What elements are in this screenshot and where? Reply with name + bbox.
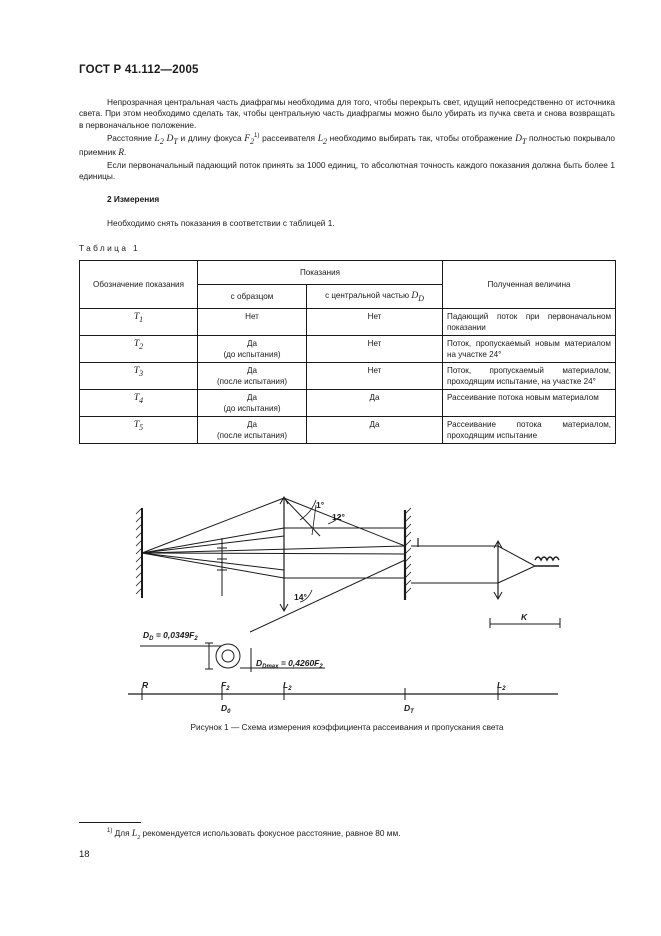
footnote: $^{1)}$ Для $L_2$ рекомендуется использовать фокусное расстояние, равное 80 мм. [107,828,401,841]
col-header-readings: Показания [198,261,443,285]
paragraph-3: Если первоначальный падающий поток принять за 1000 единиц, то абсолютная точность каждого показания должна быть более 1 единицы. [79,159,615,182]
angle-14-label: 14° [294,592,307,602]
axis-label-l2-b: $L_2$ [497,680,506,692]
cell-designation: $T_2$ [80,336,198,363]
cell-result: Поток, пропускаемый новым материалом на участке 24° [443,336,616,363]
col-header-result: Полученная величина [443,261,616,309]
axis-label-f2: $F_2$ [221,680,230,692]
cell-result: Падающий поток при первоначальном показании [443,309,616,336]
diaphragm-inset [216,644,240,668]
cell-with-center: Нет [307,336,443,363]
table-caption: Таблица 1 [79,243,141,253]
cell-with-sample: Да (после испытания) [198,417,307,444]
footnote-divider [79,822,141,823]
cell-with-center: Да [307,417,443,444]
page-number: 18 [79,849,90,860]
cell-with-sample: Да (до испытания) [198,390,307,417]
axis-label-l2-a: $L_2$ [283,680,292,692]
subheader-with-sample: с образцом [198,285,307,309]
cell-designation: $T_5$ [80,417,198,444]
figure-caption: Рисунок 1 — Схема измерения коэффициента рассеивания и пропускания света [190,722,504,732]
cell-with-center: Да [307,390,443,417]
col-header-designation: Обозначение показания [80,261,198,309]
subheader-with-center: с центральной частью $D_D$ [307,285,443,309]
axis-label-r: R [142,680,149,690]
page-header: ГОСТ Р 41.112—2005 [79,64,199,76]
cell-designation: $T_4$ [80,390,198,417]
footnote-ref: 1) [254,133,260,140]
dd-formula: $D_D = 0,0349F_2$ [143,630,198,642]
angle-1-label: 1° [316,500,325,510]
cell-with-sample: Нет [198,309,307,336]
cell-with-center: Нет [307,309,443,336]
cell-with-center: Нет [307,363,443,390]
cell-result: Рассеивание потока материалом, проходящим испытание [443,417,616,444]
cell-result: Рассеивание потока новым материалом [443,390,616,417]
ddmax-formula: $D_{Dmax} = 0,4260F_2$ [256,658,323,670]
cell-designation: $T_1$ [80,309,198,336]
paragraph-2: Расстояние $L_2$ $D_T$ и длину фокуса $F_2^{1)}$ рассеивателя $L_2$ необходимо выбирать так, чтобы отображение $D_T$ полностью покрывало приемник R. [79,132,616,159]
light-source-icon [535,557,559,566]
cell-designation: $T_3$ [80,363,198,390]
section-text: Необходимо снять показания в соответствии с таблицей 1. [107,218,335,228]
axis-label-d0: $D_0$ [221,703,231,715]
paragraph-1: Непрозрачная центральная часть диафрагмы необходима для того, чтобы перекрыть свет, идущий непосредственно от источника света. При этом необходимо сделать так, чтобы центральную часть диафрагмы можно было убирать из пучка света и снова возвращать в первоначальное положение. [79,97,615,130]
k-label: K [521,612,528,622]
angle-12-label: 12° [332,512,345,522]
cell-result: Поток, пропускаемый материалом, проходящим испытание, на участке 24° [443,363,616,390]
cell-with-sample: Да (до испытания) [198,336,307,363]
cell-with-sample: Да (после испытания) [198,363,307,390]
section-title: 2 Измерения [107,194,160,204]
axis-label-dt: $D_T$ [404,703,414,715]
